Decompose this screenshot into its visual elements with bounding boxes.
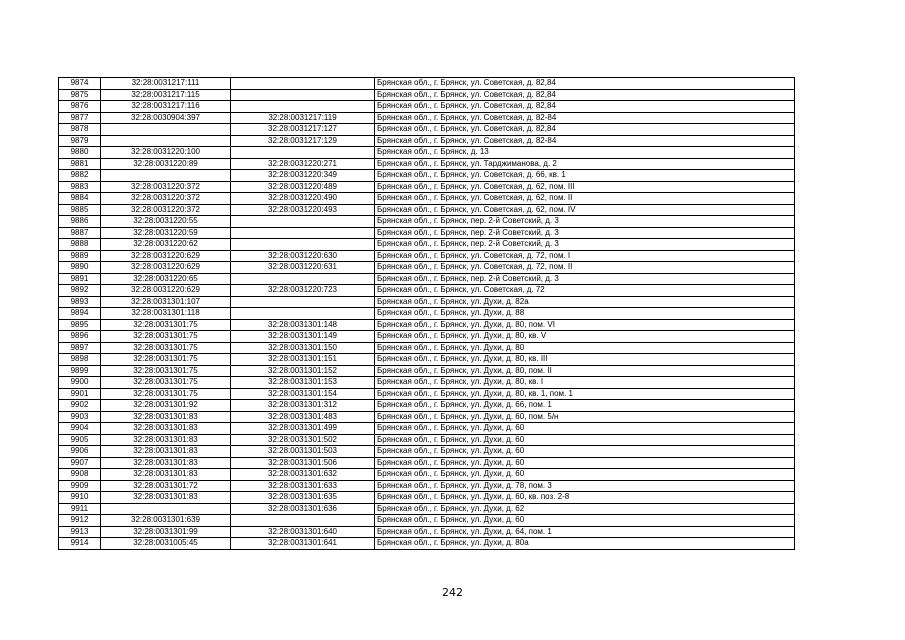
- row-number-cell: 9880: [59, 147, 101, 159]
- table-row: [59, 342, 795, 354]
- cadastral-number-cell: 32:28:0031220:65: [101, 273, 231, 285]
- address-cell: Брянская обл., г. Брянск, ул. Советская, д. 72, пом. II: [375, 262, 795, 274]
- cadastral-number-cell: 32:28:0031301:75: [101, 342, 231, 354]
- object-cadastral-number-cell: 32:28:0031301:636: [231, 503, 375, 515]
- table-row: [59, 319, 795, 331]
- object-cadastral-number-cell: 32:28:0031301:154: [231, 388, 375, 400]
- table-row: [59, 227, 795, 239]
- row-number-cell: 9908: [59, 469, 101, 481]
- object-cadastral-number-cell: 32:28:0031220:493: [231, 204, 375, 216]
- cadastral-number-cell: 32:28:0031301:107: [101, 296, 231, 308]
- cadastral-number-cell: 32:28:0031220:100: [101, 147, 231, 159]
- address-cell: Брянская обл., г. Брянск, пер. 2-й Советский, д. 3: [375, 216, 795, 228]
- cadastral-number-cell: 32:28:0031220:55: [101, 216, 231, 228]
- row-number-cell: 9879: [59, 135, 101, 147]
- object-cadastral-number-cell: [231, 308, 375, 320]
- object-cadastral-number-cell: 32:28:0031220:489: [231, 181, 375, 193]
- address-cell: Брянская обл., г. Брянск, ул. Советская, д. 66, кв. 1: [375, 170, 795, 182]
- cadastral-number-cell: 32:28:0031301:83: [101, 423, 231, 435]
- object-cadastral-number-cell: 32:28:0031220:631: [231, 262, 375, 274]
- address-cell: Брянская обл., г. Брянск, пер. 2-й Советский, д. 3: [375, 227, 795, 239]
- object-cadastral-number-cell: 32:28:0031301:499: [231, 423, 375, 435]
- row-number-cell: 9890: [59, 262, 101, 274]
- address-cell: Брянская обл., г. Брянск, ул. Духи, д. 82а: [375, 296, 795, 308]
- row-number-cell: 9884: [59, 193, 101, 205]
- cadastral-number-cell: 32:28:0031220:372: [101, 204, 231, 216]
- object-cadastral-number-cell: 32:28:0031217:129: [231, 135, 375, 147]
- address-cell: Брянская обл., г. Брянск, ул. Духи, д. 78, пом. 3: [375, 480, 795, 492]
- address-cell: Брянская обл., г. Брянск, ул. Духи, д. 80, кв. 1, пом. 1: [375, 388, 795, 400]
- object-cadastral-number-cell: 32:28:0031217:127: [231, 124, 375, 136]
- row-number-cell: 9910: [59, 492, 101, 504]
- row-number-cell: 9909: [59, 480, 101, 492]
- row-number-cell: 9900: [59, 377, 101, 389]
- cadastral-number-cell: 32:28:0031220:59: [101, 227, 231, 239]
- object-cadastral-number-cell: 32:28:0031220:349: [231, 170, 375, 182]
- table-row: [59, 538, 795, 550]
- cadastral-number-cell: 32:28:0031301:75: [101, 331, 231, 343]
- object-cadastral-number-cell: 32:28:0031301:506: [231, 457, 375, 469]
- object-cadastral-number-cell: 32:28:0031220:723: [231, 285, 375, 297]
- address-cell: Брянская обл., г. Брянск, ул. Тарджиманова, д. 2: [375, 158, 795, 170]
- cadastral-number-cell: 32:28:0031301:75: [101, 377, 231, 389]
- table-row: [59, 308, 795, 320]
- address-cell: Брянская обл., г. Брянск, ул. Духи, д. 64, пом. 1: [375, 526, 795, 538]
- row-number-cell: 9897: [59, 342, 101, 354]
- table-row: [59, 101, 795, 113]
- table-row: [59, 457, 795, 469]
- cadastral-number-cell: 32:28:0031220:89: [101, 158, 231, 170]
- address-cell: Брянская обл., г. Брянск, ул. Духи, д. 88: [375, 308, 795, 320]
- row-number-cell: 9874: [59, 78, 101, 90]
- address-cell: Брянская обл., г. Брянск, ул. Духи, д. 80, кв. V: [375, 331, 795, 343]
- cadastral-number-cell: 32:28:0031301:75: [101, 388, 231, 400]
- cadastral-number-cell: 32:28:0031220:629: [101, 285, 231, 297]
- row-number-cell: 9888: [59, 239, 101, 251]
- row-number-cell: 9894: [59, 308, 101, 320]
- row-number-cell: 9883: [59, 181, 101, 193]
- table-row: [59, 181, 795, 193]
- address-cell: Брянская обл., г. Брянск, пер. 2-й Советский, д. 3: [375, 273, 795, 285]
- object-cadastral-number-cell: 32:28:0031301:503: [231, 446, 375, 458]
- object-cadastral-number-cell: 32:28:0031301:632: [231, 469, 375, 481]
- object-cadastral-number-cell: 32:28:0031301:148: [231, 319, 375, 331]
- cadastral-number-cell: 32:28:0031005:45: [101, 538, 231, 550]
- object-cadastral-number-cell: [231, 515, 375, 527]
- object-cadastral-number-cell: 32:28:0031301:502: [231, 434, 375, 446]
- table-row: [59, 124, 795, 136]
- cadastral-number-cell: 32:28:0031220:629: [101, 250, 231, 262]
- table-row: [59, 112, 795, 124]
- address-cell: Брянская обл., г. Брянск, ул. Советская, д. 62, пом. IV: [375, 204, 795, 216]
- table-row: [59, 193, 795, 205]
- object-cadastral-number-cell: 32:28:0031301:149: [231, 331, 375, 343]
- row-number-cell: 9905: [59, 434, 101, 446]
- address-cell: Брянская обл., г. Брянск, ул. Советская, д. 62, пом. II: [375, 193, 795, 205]
- table-row: [59, 354, 795, 366]
- object-cadastral-number-cell: 32:28:0031301:633: [231, 480, 375, 492]
- cadastral-number-cell: 32:28:0031301:83: [101, 492, 231, 504]
- address-cell: Брянская обл., г. Брянск, ул. Советская, д. 82,84: [375, 101, 795, 113]
- table-row: [59, 526, 795, 538]
- row-number-cell: 9896: [59, 331, 101, 343]
- object-cadastral-number-cell: 32:28:0031301:483: [231, 411, 375, 423]
- table-row: [59, 411, 795, 423]
- object-cadastral-number-cell: 32:28:0031301:312: [231, 400, 375, 412]
- table-row: [59, 377, 795, 389]
- table-row: [59, 250, 795, 262]
- address-cell: Брянская обл., г. Брянск, ул. Духи, д. 60: [375, 434, 795, 446]
- row-number-cell: 9903: [59, 411, 101, 423]
- cadastral-number-cell: [101, 135, 231, 147]
- address-cell: Брянская обл., г. Брянск, д. 13: [375, 147, 795, 159]
- row-number-cell: 9907: [59, 457, 101, 469]
- table-row: [59, 296, 795, 308]
- object-cadastral-number-cell: 32:28:0031217:119: [231, 112, 375, 124]
- row-number-cell: 9885: [59, 204, 101, 216]
- cadastral-number-cell: 32:28:0031220:372: [101, 181, 231, 193]
- row-number-cell: 9891: [59, 273, 101, 285]
- address-cell: Брянская обл., г. Брянск, пер. 2-й Советский, д. 3: [375, 239, 795, 251]
- row-number-cell: 9911: [59, 503, 101, 515]
- object-cadastral-number-cell: 32:28:0031301:153: [231, 377, 375, 389]
- object-cadastral-number-cell: 32:28:0031301:641: [231, 538, 375, 550]
- address-cell: Брянская обл., г. Брянск, ул. Советская, д. 72: [375, 285, 795, 297]
- object-cadastral-number-cell: [231, 101, 375, 113]
- table-row: [59, 78, 795, 90]
- object-cadastral-number-cell: [231, 78, 375, 90]
- object-cadastral-number-cell: [231, 89, 375, 101]
- row-number-cell: 9912: [59, 515, 101, 527]
- object-cadastral-number-cell: 32:28:0031301:151: [231, 354, 375, 366]
- row-number-cell: 9876: [59, 101, 101, 113]
- table-row: [59, 388, 795, 400]
- cadastral-number-cell: 32:28:0031220:372: [101, 193, 231, 205]
- row-number-cell: 9875: [59, 89, 101, 101]
- address-cell: Брянская обл., г. Брянск, ул. Духи, д. 80а: [375, 538, 795, 550]
- row-number-cell: 9899: [59, 365, 101, 377]
- object-cadastral-number-cell: 32:28:0031301:150: [231, 342, 375, 354]
- cadastral-number-cell: [101, 170, 231, 182]
- row-number-cell: 9895: [59, 319, 101, 331]
- address-cell: Брянская обл., г. Брянск, ул. Духи, д. 60: [375, 446, 795, 458]
- table-row: [59, 273, 795, 285]
- cadastral-number-cell: 32:28:0031217:116: [101, 101, 231, 113]
- table-row: [59, 216, 795, 228]
- table-row: [59, 89, 795, 101]
- row-number-cell: 9904: [59, 423, 101, 435]
- table-row: [59, 285, 795, 297]
- table-row: [59, 170, 795, 182]
- table-row: [59, 515, 795, 527]
- object-cadastral-number-cell: 32:28:0031220:630: [231, 250, 375, 262]
- table-row: [59, 365, 795, 377]
- row-number-cell: 9892: [59, 285, 101, 297]
- cadastral-number-cell: 32:28:0031301:72: [101, 480, 231, 492]
- cadastral-number-cell: 32:28:0031301:83: [101, 434, 231, 446]
- table-body: [59, 78, 795, 550]
- row-number-cell: 9893: [59, 296, 101, 308]
- cadastral-number-cell: 32:28:0030904:397: [101, 112, 231, 124]
- address-cell: Брянская обл., г. Брянск, ул. Духи, д. 80, кв. I: [375, 377, 795, 389]
- object-cadastral-number-cell: 32:28:0031301:152: [231, 365, 375, 377]
- table-row: [59, 135, 795, 147]
- row-number-cell: 9901: [59, 388, 101, 400]
- address-cell: Брянская обл., г. Брянск, ул. Советская, д. 82,84: [375, 124, 795, 136]
- row-number-cell: 9886: [59, 216, 101, 228]
- object-cadastral-number-cell: [231, 296, 375, 308]
- object-cadastral-number-cell: [231, 239, 375, 251]
- cadastral-number-cell: 32:28:0031301:75: [101, 319, 231, 331]
- row-number-cell: 9881: [59, 158, 101, 170]
- cadastral-number-cell: 32:28:0031220:62: [101, 239, 231, 251]
- cadastral-number-cell: 32:28:0031220:629: [101, 262, 231, 274]
- table-row: [59, 480, 795, 492]
- cadastral-number-cell: 32:28:0031301:83: [101, 411, 231, 423]
- object-cadastral-number-cell: 32:28:0031220:490: [231, 193, 375, 205]
- address-cell: Брянская обл., г. Брянск, ул. Духи, д. 80, пом. II: [375, 365, 795, 377]
- table-row: [59, 262, 795, 274]
- row-number-cell: 9913: [59, 526, 101, 538]
- cadastral-number-cell: 32:28:0031301:118: [101, 308, 231, 320]
- table-row: [59, 400, 795, 412]
- table-row: [59, 423, 795, 435]
- address-cell: Брянская обл., г. Брянск, ул. Духи, д. 80, кв. III: [375, 354, 795, 366]
- row-number-cell: 9887: [59, 227, 101, 239]
- table-row: [59, 147, 795, 159]
- object-cadastral-number-cell: 32:28:0031220:271: [231, 158, 375, 170]
- property-registry-table: [58, 77, 795, 550]
- address-cell: Брянская обл., г. Брянск, ул. Советская, д. 62, пом. III: [375, 181, 795, 193]
- object-cadastral-number-cell: 32:28:0031301:640: [231, 526, 375, 538]
- cadastral-number-cell: 32:28:0031301:639: [101, 515, 231, 527]
- cadastral-number-cell: 32:28:0031301:99: [101, 526, 231, 538]
- cadastral-number-cell: [101, 503, 231, 515]
- address-cell: Брянская обл., г. Брянск, ул. Духи, д. 60: [375, 469, 795, 481]
- row-number-cell: 9877: [59, 112, 101, 124]
- table-row: [59, 158, 795, 170]
- object-cadastral-number-cell: 32:28:0031301:635: [231, 492, 375, 504]
- cadastral-number-cell: 32:28:0031217:115: [101, 89, 231, 101]
- cadastral-number-cell: 32:28:0031301:75: [101, 365, 231, 377]
- table-row: [59, 446, 795, 458]
- row-number-cell: 9878: [59, 124, 101, 136]
- cadastral-number-cell: 32:28:0031301:83: [101, 446, 231, 458]
- address-cell: Брянская обл., г. Брянск, ул. Духи, д. 60: [375, 457, 795, 469]
- address-cell: Брянская обл., г. Брянск, ул. Духи, д. 60, кв. поз. 2-8: [375, 492, 795, 504]
- address-cell: Брянская обл., г. Брянск, ул. Духи, д. 80, пом. VI: [375, 319, 795, 331]
- object-cadastral-number-cell: [231, 216, 375, 228]
- address-cell: Брянская обл., г. Брянск, ул. Духи, д. 60, пом. 5/н: [375, 411, 795, 423]
- row-number-cell: 9906: [59, 446, 101, 458]
- cadastral-number-cell: 32:28:0031301:92: [101, 400, 231, 412]
- cadastral-number-cell: 32:28:0031301:75: [101, 354, 231, 366]
- cadastral-number-cell: 32:28:0031301:83: [101, 457, 231, 469]
- row-number-cell: 9889: [59, 250, 101, 262]
- table-row: [59, 469, 795, 481]
- page-number: 242: [442, 586, 463, 599]
- address-cell: Брянская обл., г. Брянск, ул. Советская, д. 82,84: [375, 89, 795, 101]
- table-row: [59, 492, 795, 504]
- table-row: [59, 503, 795, 515]
- cadastral-number-cell: [101, 124, 231, 136]
- row-number-cell: 9902: [59, 400, 101, 412]
- cadastral-number-cell: 32:28:0031217:111: [101, 78, 231, 90]
- address-cell: Брянская обл., г. Брянск, ул. Советская, д. 82,84: [375, 78, 795, 90]
- row-number-cell: 9914: [59, 538, 101, 550]
- object-cadastral-number-cell: [231, 227, 375, 239]
- address-cell: Брянская обл., г. Брянск, ул. Духи, д. 62: [375, 503, 795, 515]
- row-number-cell: 9882: [59, 170, 101, 182]
- address-cell: Брянская обл., г. Брянск, ул. Духи, д. 60: [375, 423, 795, 435]
- address-cell: Брянская обл., г. Брянск, ул. Духи, д. 60: [375, 515, 795, 527]
- object-cadastral-number-cell: [231, 147, 375, 159]
- cadastral-number-cell: 32:28:0031301:83: [101, 469, 231, 481]
- address-cell: Брянская обл., г. Брянск, ул. Духи, д. 80: [375, 342, 795, 354]
- address-cell: Брянская обл., г. Брянск, ул. Советская, д. 72, пом. I: [375, 250, 795, 262]
- row-number-cell: 9898: [59, 354, 101, 366]
- address-cell: Брянская обл., г. Брянск, ул. Духи, д. 66, пом. 1: [375, 400, 795, 412]
- table-row: [59, 239, 795, 251]
- address-cell: Брянская обл., г. Брянск, ул. Советская, д. 82-84: [375, 112, 795, 124]
- table-row: [59, 204, 795, 216]
- address-cell: Брянская обл., г. Брянск, ул. Советская, д. 82-84: [375, 135, 795, 147]
- table-row: [59, 331, 795, 343]
- table-row: [59, 434, 795, 446]
- object-cadastral-number-cell: [231, 273, 375, 285]
